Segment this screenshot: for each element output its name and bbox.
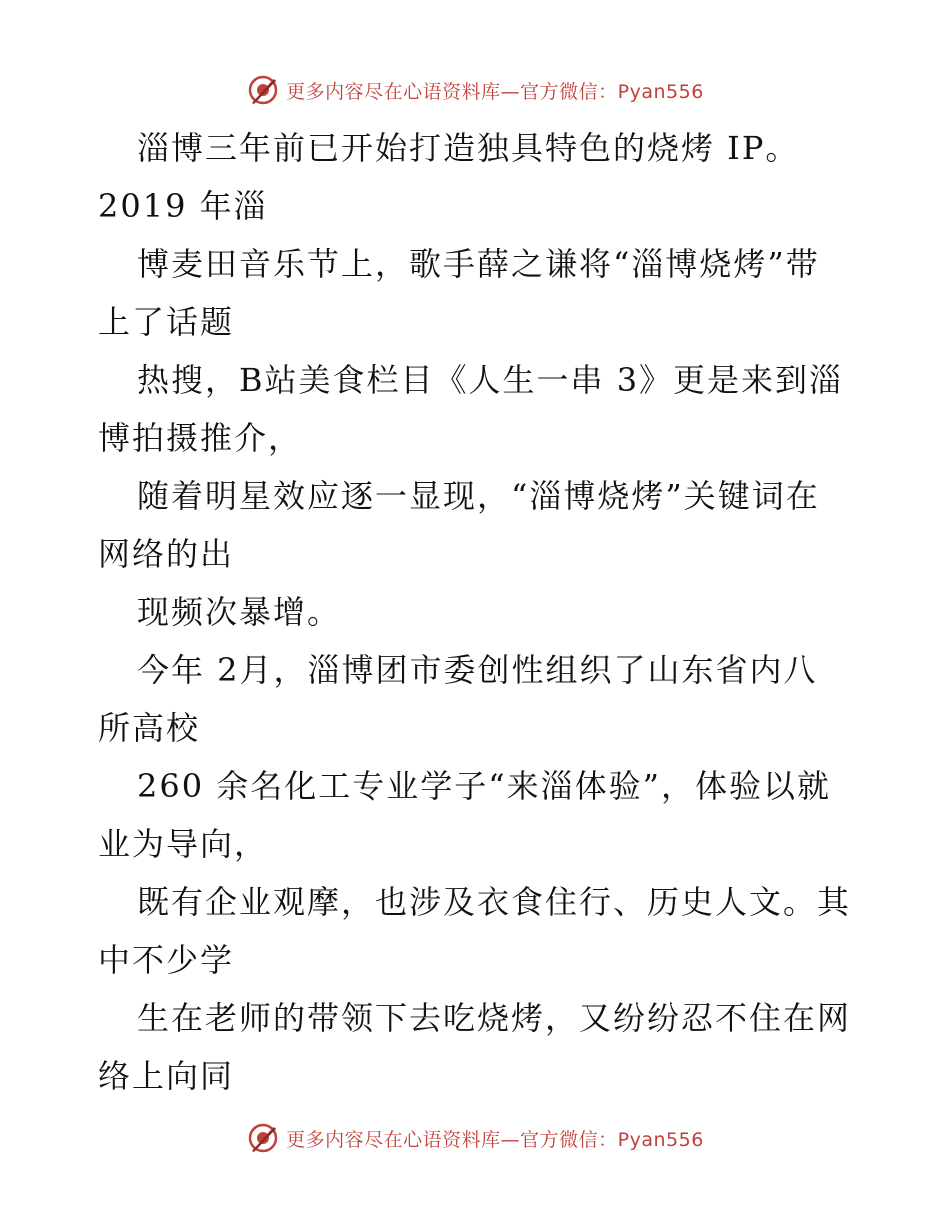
text-line: 现频次暴增。 (137, 593, 342, 631)
banner-text: 更多内容尽在心语资料库—官方微信：Pyan556 (286, 80, 704, 103)
text-line: 2019 年淄 (98, 187, 268, 225)
text-line: 所高校 (98, 709, 201, 747)
text-line: 今年 2月，淄博团市委创性组织了山东省内八 (137, 651, 818, 689)
text-line: 热搜，B站美食栏目《人生一串 3》更是来到淄 (137, 361, 844, 399)
pen-logo-icon (246, 73, 280, 107)
text-line: 中不少学 (98, 941, 235, 979)
text-line: 生在老师的带领下去吃烧烤，又纷纷忍不住在网 (137, 999, 852, 1037)
pen-logo-icon (246, 1121, 280, 1155)
text-line: 博麦田音乐节上，歌手薛之谦将“淄博烧烤”带 (137, 245, 820, 283)
text-line: 网络的出 (98, 535, 235, 573)
footer-banner (0, 1118, 950, 1158)
text-line: 博拍摄推介， (98, 419, 303, 457)
header-banner (0, 70, 950, 110)
text-line: 260 余名化工专业学子“来淄体验”，体验以就 (137, 767, 831, 805)
text-line: 络上向同 (98, 1057, 235, 1095)
text-line: 上了话题 (98, 303, 235, 341)
text-line: 业为导向， (98, 825, 269, 863)
text-line: 随着明星效应逐一显现，“淄博烧烤”关键词在 (137, 477, 820, 515)
text-line: 淄博三年前已开始打造独具特色的烧烤 IP。 (137, 129, 800, 167)
banner-text: 更多内容尽在心语资料库—官方微信：Pyan556 (286, 1128, 704, 1151)
text-line: 既有企业观摩，也涉及衣食住行、历史人文。其 (137, 883, 852, 921)
